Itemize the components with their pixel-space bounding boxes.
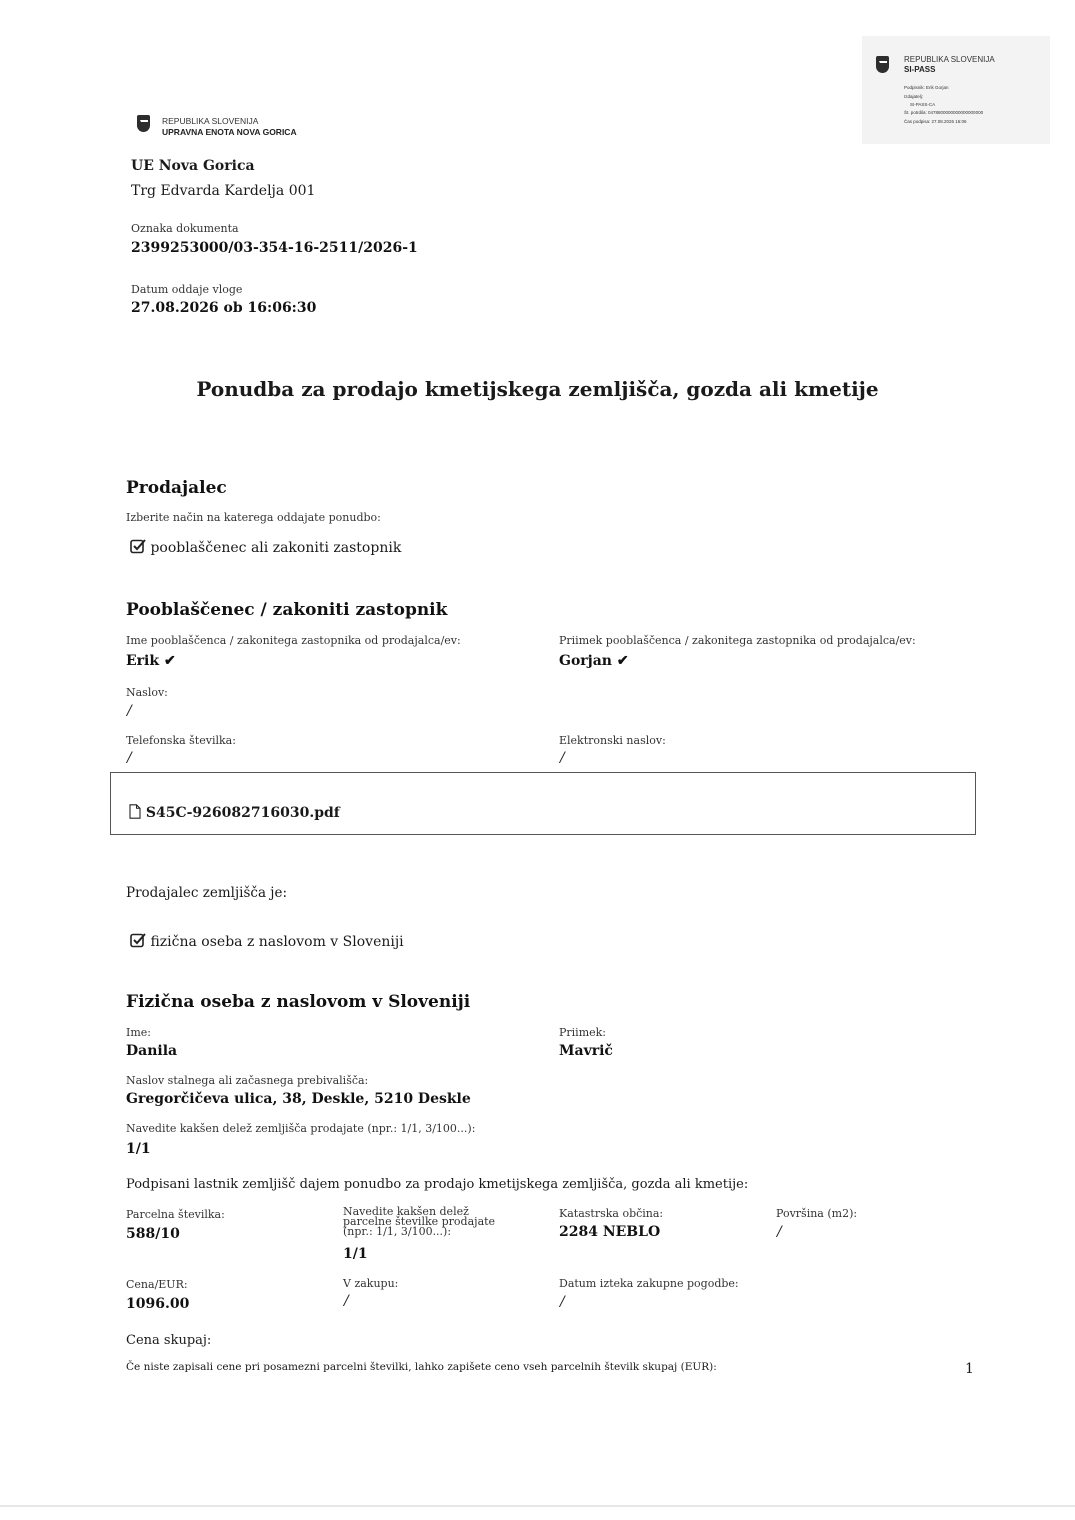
attachment-box	[110, 772, 976, 835]
agent-phone-value: /	[127, 750, 132, 766]
parcel-intro: Podpisani lastnik zemljišč dajem ponudbo za prodajo kmetijskega zemljišča, gozda ali kmetije:	[126, 1177, 749, 1192]
seller-type-label: Prodajalec zemljišča je:	[126, 885, 288, 901]
checkbox-checked-icon	[130, 932, 146, 948]
office-name: UE Nova Gorica	[131, 158, 255, 174]
org-line2: UPRAVNA ENOTA NOVA GORICA	[162, 127, 297, 137]
agent-address-value: /	[127, 703, 132, 719]
person-heading: Fizična oseba z naslovom v Sloveniji	[126, 992, 471, 1012]
lease-label: V zakupu:	[343, 1277, 399, 1290]
agent-name-label: Ime pooblaščenca / zakonitega zastopnika od prodajalca/ev:	[126, 634, 461, 647]
person-share-value: 1/1	[126, 1141, 151, 1157]
agent-heading: Pooblaščenec / zakoniti zastopnik	[126, 600, 448, 620]
person-address-label: Naslov stalnega ali začasnega prebivališča:	[126, 1074, 369, 1087]
agent-email-value: /	[560, 750, 565, 766]
seller-method-option	[130, 538, 401, 556]
stamp-detail: Št. potrdila: 0478800000000000000000	[904, 110, 984, 115]
attachment-link[interactable]	[129, 804, 340, 823]
total-note: Če niste zapisali cene pri posamezni parcelni številki, lahko zapišete ceno vseh parcelnih številk skupaj (EUR):	[126, 1361, 717, 1373]
coat-of-arms-icon	[137, 115, 150, 132]
attachment-filename: S45C-926082716030.pdf	[145, 805, 340, 821]
scan-edge-line	[0, 1505, 1075, 1507]
parcel-share-value: 1/1	[343, 1246, 368, 1262]
parcel-share-label: Navedite kakšen delež parcelne številke prodajate (npr.: 1/1, 3/100...):	[343, 1205, 496, 1238]
parcel-number-value: 588/10	[126, 1226, 180, 1242]
stamp-detail: SI-PASS-CA	[910, 102, 936, 107]
agent-surname	[559, 653, 629, 669]
stamp-line1: REPUBLIKA SLOVENIJA	[904, 55, 995, 64]
stamp-detail: Čas podpisa: 27.08.2026 16:06	[904, 119, 967, 124]
total-label: Cena skupaj:	[126, 1333, 212, 1348]
parcel-municipality-value: 2284 NEBLO	[559, 1224, 661, 1240]
parcel-municipality-label: Katastrska občina:	[559, 1207, 664, 1220]
date-label: Datum oddaje vloge	[131, 283, 243, 296]
person-address-value: Gregorčičeva ulica, 38, Deskle, 5210 Deskle	[126, 1091, 471, 1107]
agent-name	[126, 653, 176, 669]
agent-email-label: Elektronski naslov:	[559, 734, 666, 747]
signature-stamp	[862, 36, 1050, 144]
doc-id-value: 2399253000/03-354-16-2511/2026-1	[131, 240, 418, 256]
date-value: 27.08.2026 ob 16:06:30	[131, 300, 317, 316]
parcel-area-label: Površina (m2):	[776, 1207, 858, 1220]
price-value: 1096.00	[126, 1296, 190, 1312]
seller-type-value: fizična oseba z naslovom v Sloveniji	[150, 934, 404, 950]
person-share-label: Navedite kakšen delež zemljišča prodajate (npr.: 1/1, 3/100...):	[126, 1122, 476, 1135]
checkbox-checked-icon	[130, 538, 146, 554]
person-name-label: Ime:	[126, 1026, 151, 1039]
coat-of-arms-icon	[876, 56, 889, 73]
stamp-line2: SI-PASS	[904, 65, 936, 74]
verified-check-icon: ✔	[616, 653, 629, 669]
parcel-number-label: Parcelna številka:	[126, 1208, 225, 1221]
seller-method-label: Izberite način na katerega oddajate ponudbo:	[126, 511, 381, 524]
lease-value: /	[344, 1293, 349, 1309]
lease-expiry-label: Datum izteka zakupne pogodbe:	[559, 1277, 739, 1290]
agent-surname-value: Gorjan	[559, 653, 612, 669]
parcel-area-value: /	[777, 1224, 782, 1240]
person-surname-value: Mavrič	[559, 1043, 613, 1059]
agent-address-label: Naslov:	[126, 686, 168, 699]
agent-name-value: Erik	[126, 653, 160, 669]
office-address: Trg Edvarda Kardelja 001	[131, 183, 316, 199]
stamp-detail: Podpisnik: Erik Gorjan	[904, 85, 949, 90]
agent-phone-label: Telefonska številka:	[126, 734, 236, 747]
file-icon	[129, 804, 141, 823]
page-title: Ponudba za prodajo kmetijskega zemljišča, gozda ali kmetije	[196, 377, 879, 401]
seller-method-value: pooblaščenec ali zakoniti zastopnik	[150, 540, 402, 556]
verified-check-icon: ✔	[163, 653, 176, 669]
seller-heading: Prodajalec	[126, 478, 227, 498]
person-name-value: Danila	[126, 1043, 178, 1059]
lease-expiry-value: /	[560, 1294, 565, 1310]
seller-type-option	[130, 932, 404, 950]
agent-surname-label: Priimek pooblaščenca / zakonitega zastopnika od prodajalca/ev:	[559, 634, 916, 647]
page-number: 1	[965, 1361, 974, 1377]
price-label: Cena/EUR:	[126, 1278, 188, 1291]
doc-id-label: Oznaka dokumenta	[131, 222, 239, 235]
person-surname-label: Priimek:	[559, 1026, 607, 1039]
stamp-detail: Izdajatelj:	[904, 94, 924, 99]
org-line1: REPUBLIKA SLOVENIJA	[162, 116, 259, 126]
